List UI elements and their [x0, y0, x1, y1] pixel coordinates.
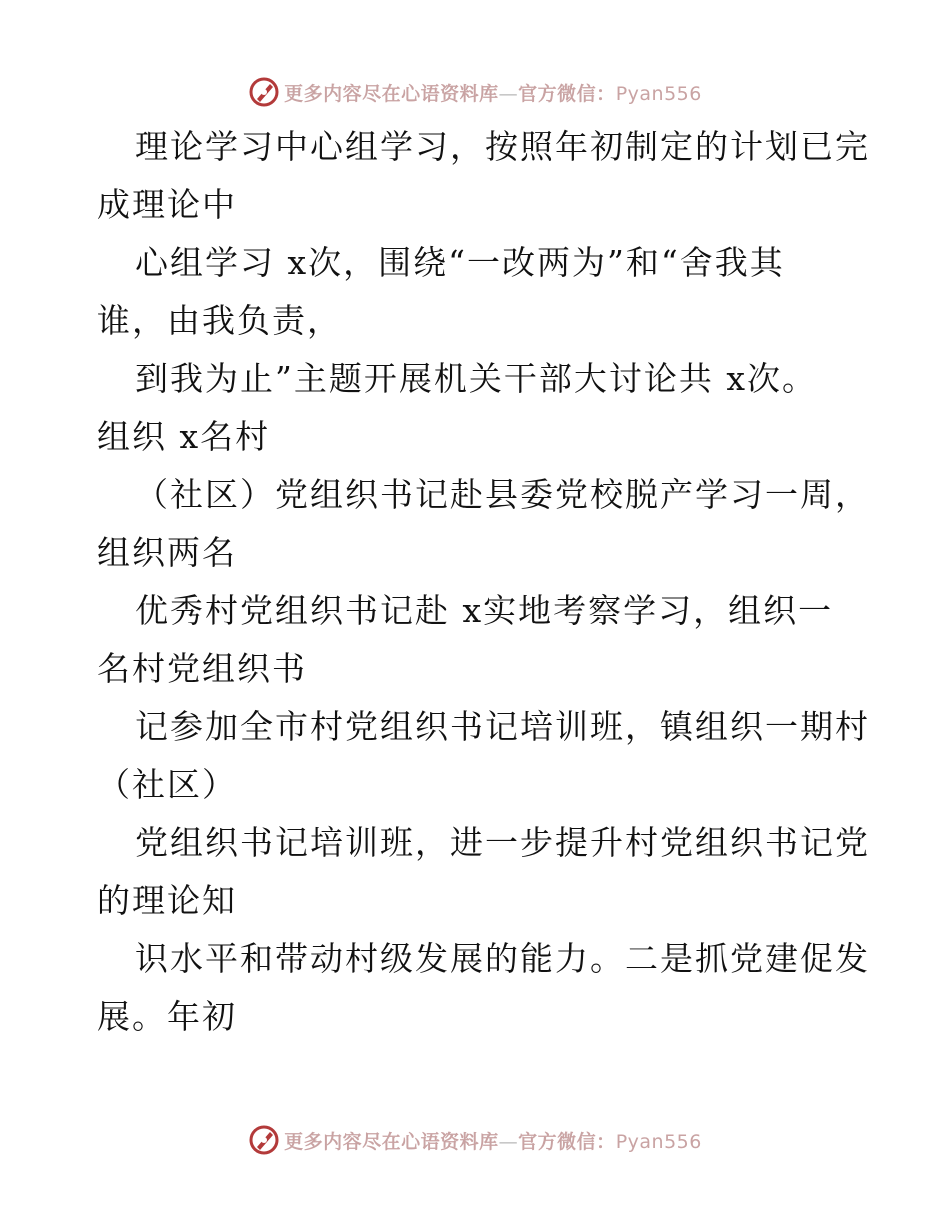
- banner-wechat-label: 官方微信：: [518, 82, 616, 105]
- body-line: 识水平和带动村级发展的能力。二是抓党建促发: [135, 939, 870, 978]
- banner-main-text: 更多内容尽在心语资料库: [284, 1130, 499, 1153]
- body-line: （社区）: [97, 765, 237, 804]
- body-line: 党组织书记培训班，进一步提升村党组织书记党: [135, 823, 870, 862]
- banner-account: Pyan556: [615, 1130, 702, 1153]
- body-line: 展。年初: [97, 997, 237, 1036]
- banner-text: [284, 79, 702, 106]
- banner-dash: —: [498, 82, 519, 105]
- footer-watermark-banner: [0, 1120, 950, 1160]
- body-line: 谁，由我负责，: [97, 301, 342, 340]
- body-line: 理论学习中心组学习，按照年初制定的计划已完: [135, 127, 870, 166]
- banner-text: [284, 1127, 702, 1154]
- body-line: 到我为止”主题开展机关干部大讨论共 x次。: [135, 359, 817, 398]
- body-line: 心组学习 x次，围绕“一改两为”和“舍我其: [135, 243, 785, 282]
- body-line: 优秀村党组织书记赴 x实地考察学习，组织一: [135, 591, 834, 630]
- banner-dash: —: [498, 1130, 519, 1153]
- header-watermark-banner: [0, 72, 950, 112]
- body-line: 记参加全市村党组织书记培训班，镇组织一期村: [135, 707, 870, 746]
- banner-account: Pyan556: [615, 82, 702, 105]
- banner-wechat-label: 官方微信：: [518, 1130, 616, 1153]
- pen-logo-icon: [248, 1124, 280, 1156]
- body-line: 成理论中: [97, 185, 237, 224]
- body-line: （社区）党组织书记赴县委党校脱产学习一周，: [135, 475, 870, 514]
- body-line: 名村党组织书: [97, 649, 307, 688]
- document-body: [97, 118, 870, 1046]
- body-line: 的理论知: [97, 881, 237, 920]
- body-line: 组织 x名村: [97, 417, 271, 456]
- body-line: 组织两名: [97, 533, 237, 572]
- banner-main-text: 更多内容尽在心语资料库: [284, 82, 499, 105]
- pen-logo-icon: [248, 76, 280, 108]
